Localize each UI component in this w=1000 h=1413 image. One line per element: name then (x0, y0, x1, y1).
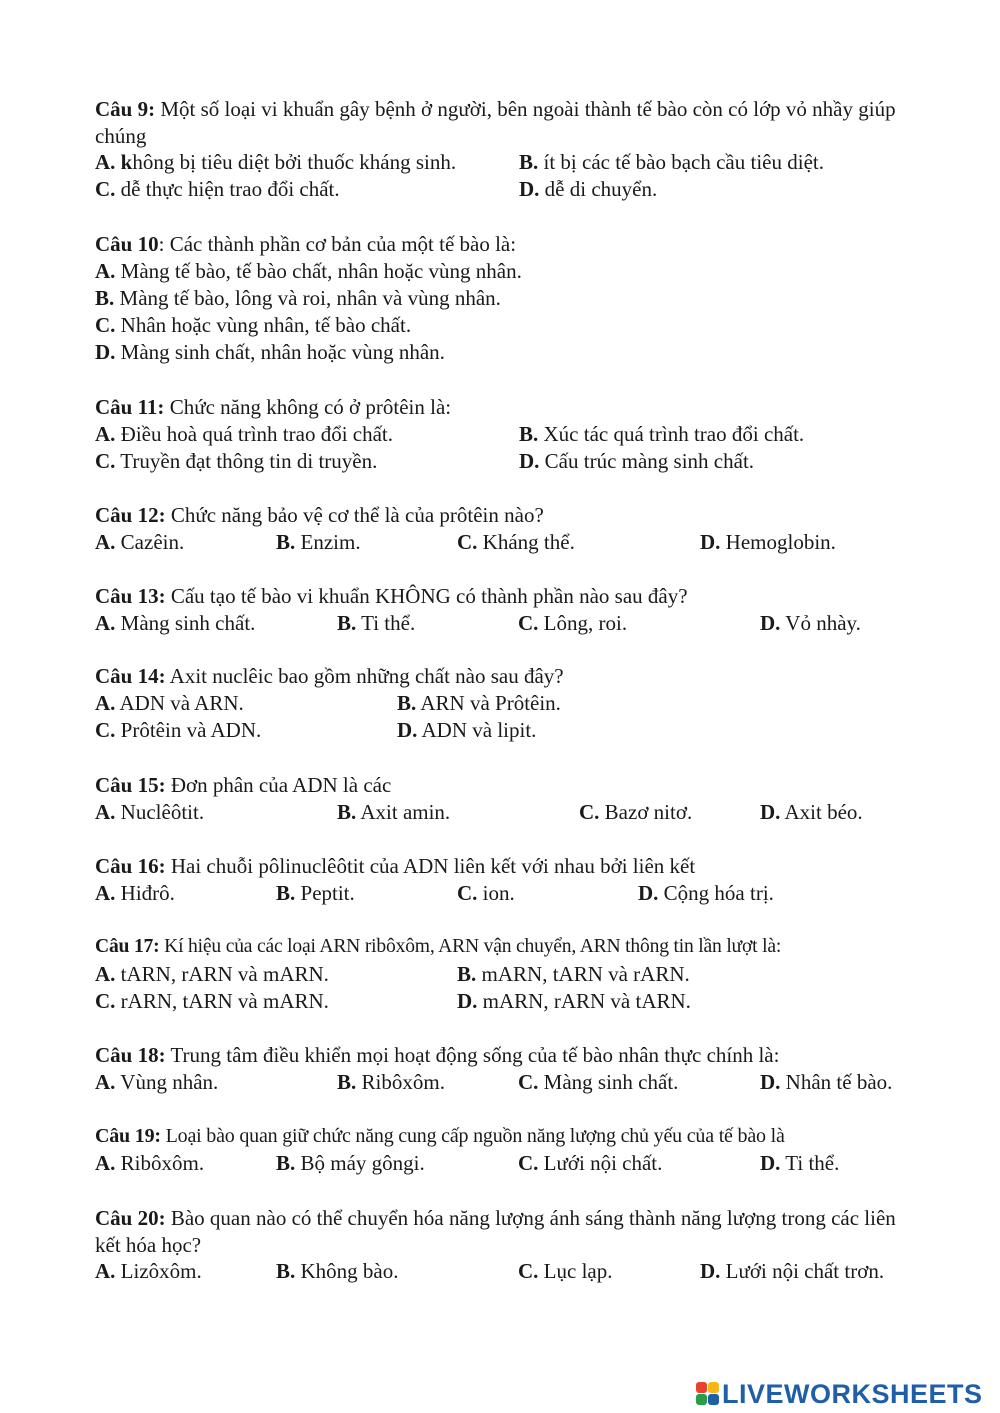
question-20 (95, 1205, 915, 1285)
question-label: Câu 10 (95, 232, 159, 256)
option-a[interactable]: A. Màng tế bào, tế bào chất, nhân hoặc vùng nhân. (95, 258, 522, 283)
option-b[interactable]: B. Bộ máy gôngi. (276, 1150, 425, 1175)
option-d[interactable]: D. Nhân tế bào. (760, 1069, 893, 1094)
liveworksheets-logo[interactable] (696, 1376, 983, 1412)
option-c[interactable]: C. Bazơ nitơ. (579, 799, 693, 824)
option-b[interactable]: B. Không bào. (276, 1259, 399, 1283)
options-row (95, 880, 915, 907)
option-a[interactable]: A. Cazêin. (95, 529, 185, 554)
option-b[interactable]: B. ít bị các tế bào bạch cầu tiêu diệt. (519, 150, 824, 174)
options-row (95, 717, 915, 744)
options-row (95, 1150, 915, 1177)
question-label: Câu 18: (95, 1043, 166, 1067)
question-18 (95, 1042, 915, 1096)
question-text: Một số loại vi khuẩn gây bệnh ở người, bên ngoài thành tế bào còn có lớp vỏ nhầy giúp chúng (95, 97, 896, 148)
question-text: Cấu tạo tế bào vi khuẩn KHÔNG có thành phần nào sau đây? (165, 584, 688, 608)
options-row (95, 961, 915, 988)
option-d[interactable]: D. Ti thể. (760, 1150, 840, 1175)
options-row (95, 1258, 915, 1285)
options-row (95, 149, 915, 176)
option-c[interactable]: C. Lông, roi. (518, 610, 628, 635)
option-a[interactable]: A. Lizôxôm. (95, 1259, 202, 1283)
option-c[interactable]: C. Lưới nội chất. (518, 1150, 663, 1175)
question-stem (95, 502, 915, 529)
options-row (95, 610, 915, 637)
option-c[interactable]: C. Màng sinh chất. (518, 1069, 679, 1094)
option-b[interactable]: B. Enzim. (276, 529, 361, 554)
question-stem (95, 1205, 915, 1258)
question-9 (95, 96, 915, 203)
option-a[interactable]: A. Vùng nhân. (95, 1069, 219, 1094)
question-stem (95, 394, 915, 421)
option-a[interactable]: A. Ribôxôm. (95, 1150, 205, 1175)
question-10 (95, 231, 915, 367)
options-row (95, 799, 915, 826)
question-stem (95, 772, 915, 799)
question-text: Bào quan nào có thể chuyển hóa năng lượng ánh sáng thành năng lượng trong các liên kết hóa học? (95, 1206, 896, 1257)
question-label: Câu 9: (95, 97, 156, 121)
question-stem (95, 1042, 915, 1069)
question-12 (95, 502, 915, 556)
options-row (95, 448, 915, 475)
option-a[interactable]: A. Điều hoà quá trình trao đổi chất. (95, 421, 394, 446)
option-d[interactable]: D. Màng sinh chất, nhân hoặc vùng nhân. (95, 340, 445, 365)
option-d[interactable]: D. ADN và lipit. (397, 717, 537, 742)
option-a[interactable]: A. Hiđrô. (95, 880, 175, 905)
question-label: Câu 14: (95, 664, 166, 688)
liveworksheets-wordmark: LIVEWORKSHEETS (722, 1378, 983, 1409)
question-text: Trung tâm điều khiển mọi hoạt động sống của tế bào nhân thực chính là: (165, 1043, 780, 1067)
option-a[interactable]: A. tARN, rARN và mARN. (95, 961, 329, 986)
option-c[interactable]: C. Truyền đạt thông tin di truyền. (95, 448, 378, 473)
options-row (95, 1069, 915, 1096)
option-b[interactable]: B. Ti thể. (337, 610, 416, 635)
options-row (95, 690, 915, 717)
question-stem (95, 583, 915, 610)
question-label: Câu 13: (95, 584, 166, 608)
option-b[interactable]: B. ARN và Prôtêin. (397, 690, 561, 715)
option-d[interactable]: D. mARN, rARN và tARN. (457, 988, 691, 1013)
question-17 (95, 934, 915, 1015)
option-d[interactable]: D. Hemoglobin. (700, 529, 836, 554)
question-text: Kí hiệu của các loại ARN ribôxôm, ARN vận chuyển, ARN thông tin lần lượt là: (159, 936, 782, 957)
question-text: Đơn phân của ADN là các (165, 773, 392, 797)
question-text: Hai chuỗi pôlinuclêôtit của ADN liên kết với nhau bởi liên kết (165, 854, 696, 878)
option-b[interactable]: B. mARN, tARN và rARN. (457, 961, 690, 986)
option-b[interactable]: B. Màng tế bào, lông và roi, nhân và vùng nhân. (95, 285, 501, 310)
option-c[interactable]: C. ion. (457, 880, 515, 905)
option-c[interactable]: C. rARN, tARN và mARN. (95, 988, 329, 1013)
question-label: Câu 11: (95, 395, 165, 419)
option-c[interactable]: C. Nhân hoặc vùng nhân, tế bào chất. (95, 313, 412, 338)
options-row (95, 421, 915, 448)
question-stem (95, 853, 915, 880)
options-row (95, 176, 915, 203)
question-14 (95, 663, 915, 744)
question-text: Chức năng bảo vệ cơ thể là của prôtêin nào? (165, 503, 544, 527)
option-c[interactable]: C. dễ thực hiện trao đổi chất. (95, 177, 340, 201)
options-row (95, 988, 915, 1015)
question-stem (95, 231, 915, 258)
question-15 (95, 772, 915, 826)
option-c[interactable]: C. Prôtêin và ADN. (95, 717, 262, 742)
option-d[interactable]: D. Vỏ nhày. (760, 610, 861, 635)
question-label: Câu 15: (95, 773, 166, 797)
option-c[interactable]: C. Kháng thể. (457, 529, 575, 554)
liveworksheets-icon (696, 1380, 720, 1408)
question-19 (95, 1123, 915, 1177)
question-stem (95, 934, 915, 961)
option-b[interactable]: B. Xúc tác quá trình trao đổi chất. (519, 421, 805, 446)
option-a[interactable]: A. ADN và ARN. (95, 690, 244, 715)
question-stem (95, 663, 915, 690)
question-text: Chức năng không có ở prôtêin là: (164, 395, 452, 419)
question-label: Câu 19: (95, 1125, 161, 1147)
question-text: : Các thành phần cơ bản của một tế bào là: (158, 232, 517, 256)
question-label: Câu 17: (95, 936, 160, 957)
option-b[interactable]: B. Ribôxôm. (337, 1069, 445, 1094)
option-a[interactable]: A. không bị tiêu diệt bởi thuốc kháng sinh. (95, 150, 457, 174)
option-b[interactable]: B. Axit amin. (337, 799, 451, 824)
question-11 (95, 394, 915, 475)
question-text: Loại bào quan giữ chức năng cung cấp nguồn năng lượng chủ yếu của tế bào là (160, 1125, 785, 1147)
option-b[interactable]: B. Peptit. (276, 880, 355, 905)
option-d[interactable]: D. Axit béo. (760, 799, 863, 824)
option-d[interactable]: D. Lưới nội chất trơn. (700, 1259, 885, 1283)
question-label: Câu 12: (95, 503, 166, 527)
options-row (95, 529, 915, 556)
question-stem (95, 1123, 915, 1150)
question-text: Axit nuclêic bao gồm những chất nào sau đây? (165, 664, 564, 688)
question-label: Câu 20: (95, 1206, 166, 1230)
option-d[interactable]: D. dễ di chuyển. (519, 177, 658, 201)
question-13 (95, 583, 915, 637)
option-a[interactable]: A. Màng sinh chất. (95, 610, 256, 635)
question-stem (95, 96, 915, 149)
option-c[interactable]: C. Lục lạp. (518, 1259, 613, 1283)
question-label: Câu 16: (95, 854, 166, 878)
question-16 (95, 853, 915, 907)
option-d[interactable]: D. Cộng hóa trị. (638, 880, 774, 905)
option-d[interactable]: D. Cấu trúc màng sinh chất. (519, 448, 755, 473)
option-a[interactable]: A. Nuclêôtit. (95, 799, 205, 824)
